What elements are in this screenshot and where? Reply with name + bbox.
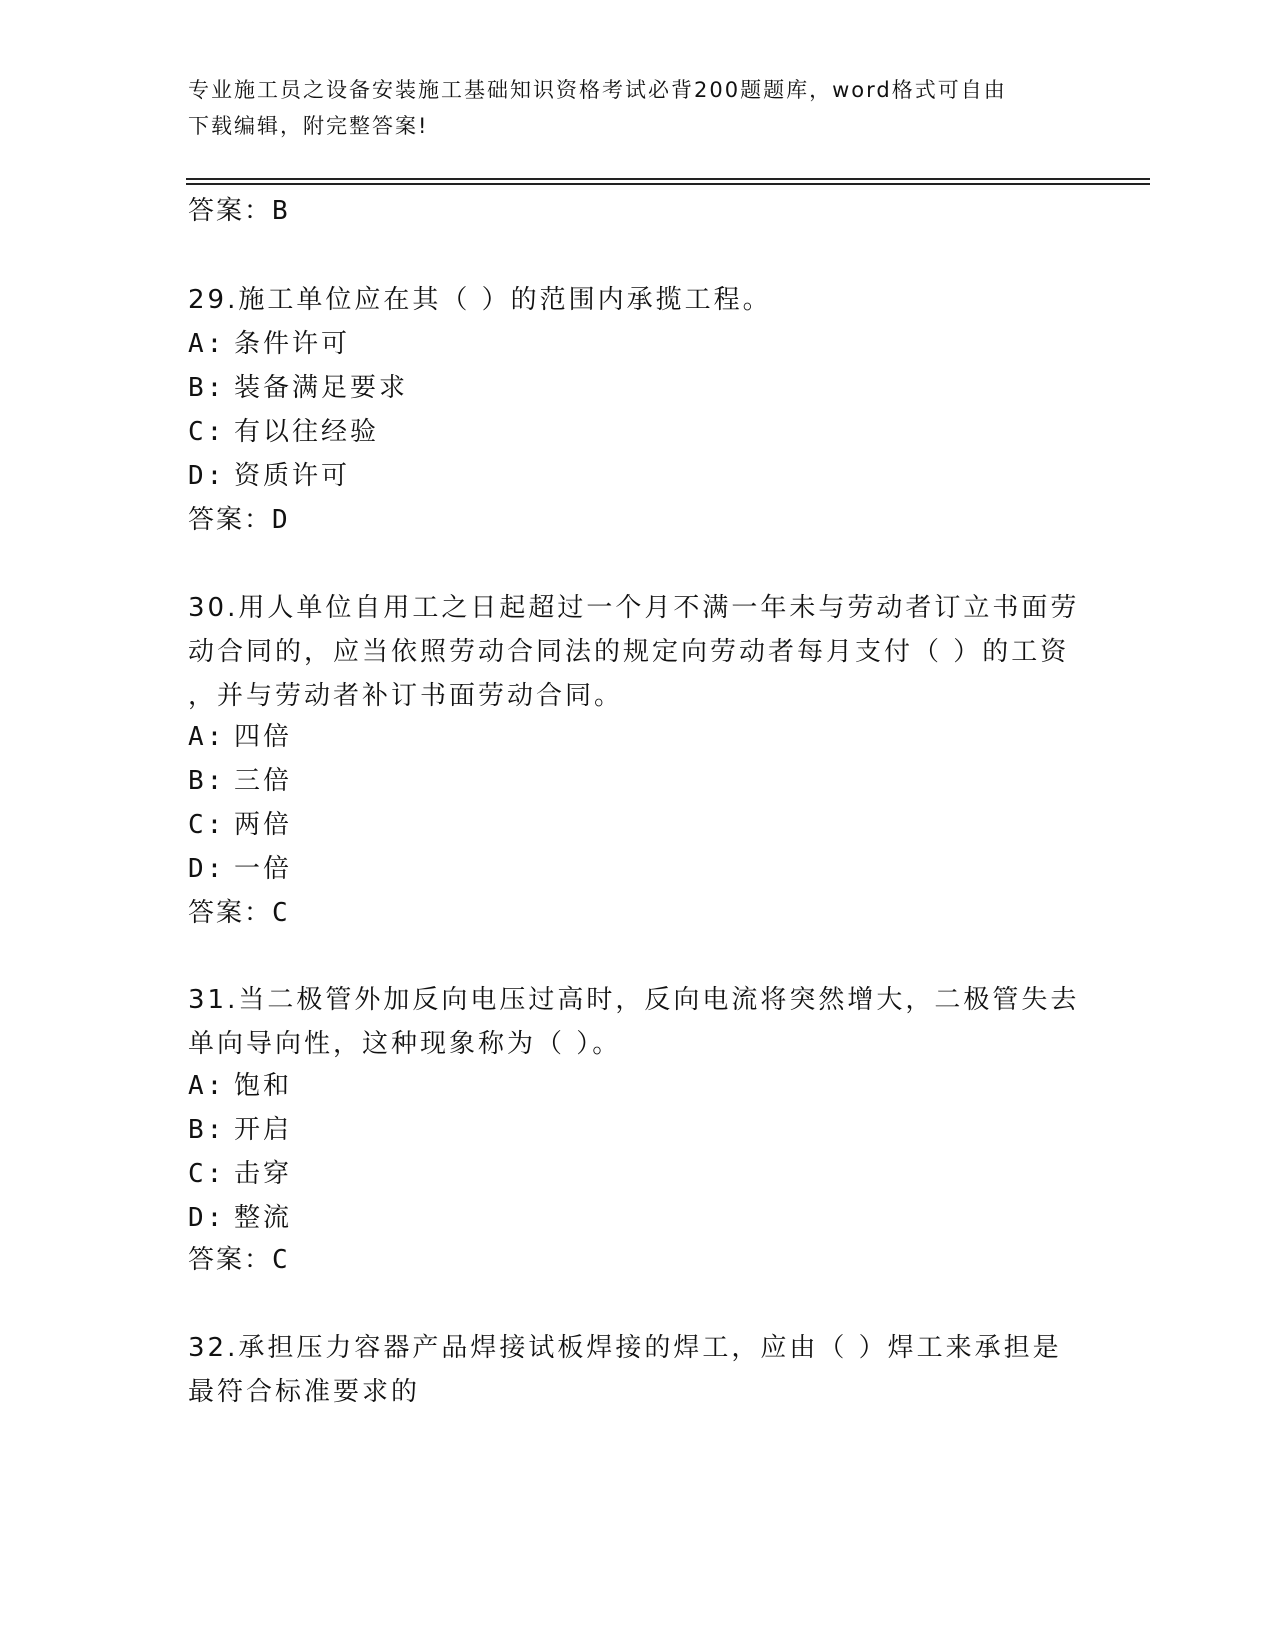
option-text: 三倍 <box>234 766 293 796</box>
option-text: 有以往经验 <box>234 417 380 447</box>
question-29-option-b <box>188 365 408 411</box>
question-29-option-d <box>188 453 350 499</box>
option-text: 开启 <box>234 1115 293 1145</box>
document-header <box>188 72 1068 144</box>
option-letter: A: <box>188 722 226 752</box>
header-divider-bottom <box>186 183 1150 185</box>
option-letter: D: <box>188 461 226 491</box>
question-29-option-c <box>188 409 379 455</box>
option-letter: D: <box>188 1203 226 1233</box>
option-letter: B: <box>188 1115 226 1145</box>
option-text: 饱和 <box>234 1071 293 1101</box>
question-31-answer: 答案：C <box>188 1245 290 1275</box>
option-text: 整流 <box>234 1203 293 1233</box>
option-text: 条件许可 <box>234 329 351 359</box>
previous-answer: 答案：B <box>188 196 290 226</box>
option-text: 四倍 <box>234 722 293 752</box>
header-divider-top <box>186 178 1150 180</box>
option-letter: D: <box>188 854 226 884</box>
option-text: 一倍 <box>234 854 293 884</box>
question-31-option-a <box>188 1063 292 1109</box>
question-29-answer: 答案：D <box>188 505 290 535</box>
option-text: 两倍 <box>234 810 293 840</box>
question-31-text-line-2: 单向导向性，这种现象称为（ ）。 <box>188 1029 622 1059</box>
option-text: 击穿 <box>234 1159 293 1189</box>
question-30-option-b <box>188 758 292 804</box>
question-32-text-line-2: 最符合标准要求的 <box>188 1377 421 1407</box>
option-letter: B: <box>188 766 226 796</box>
option-letter: C: <box>188 417 226 447</box>
question-31-option-b <box>188 1107 292 1153</box>
question-30-text-line-1: 30.用人单位自用工之日起超过一个月不满一年未与劳动者订立书面劳 <box>188 593 1080 623</box>
option-letter: B: <box>188 373 226 403</box>
question-30-option-a <box>188 714 292 760</box>
question-30-option-c <box>188 802 292 848</box>
option-letter: C: <box>188 810 226 840</box>
question-29-text-line-1: 29.施工单位应在其（ ）的范围内承揽工程。 <box>188 285 772 315</box>
question-32-text-line-1: 32.承担压力容器产品焊接试板焊接的焊工，应由（ ）焊工来承担是 <box>188 1333 1062 1363</box>
question-30-option-d <box>188 846 292 892</box>
question-31-text-line-1: 31.当二极管外加反向电压过高时，反向电流将突然增大，二极管失去 <box>188 985 1080 1015</box>
header-line-2: 下载编辑，附完整答案! <box>188 114 429 138</box>
option-letter: A: <box>188 1071 226 1101</box>
question-30-answer: 答案：C <box>188 898 290 928</box>
question-29-option-a <box>188 321 350 367</box>
question-31-option-c <box>188 1151 292 1197</box>
question-31-option-d <box>188 1195 292 1241</box>
question-30-text-line-3: ，并与劳动者补订书面劳动合同。 <box>188 681 624 711</box>
header-line-1: 专业施工员之设备安装施工基础知识资格考试必背200题题库，word格式可自由 <box>188 78 1007 102</box>
question-30-text-line-2: 动合同的，应当依照劳动合同法的规定向劳动者每月支付（ ）的工资 <box>188 637 1070 667</box>
option-text: 装备满足要求 <box>234 373 409 403</box>
option-letter: C: <box>188 1159 226 1189</box>
option-letter: A: <box>188 329 226 359</box>
option-text: 资质许可 <box>234 461 351 491</box>
